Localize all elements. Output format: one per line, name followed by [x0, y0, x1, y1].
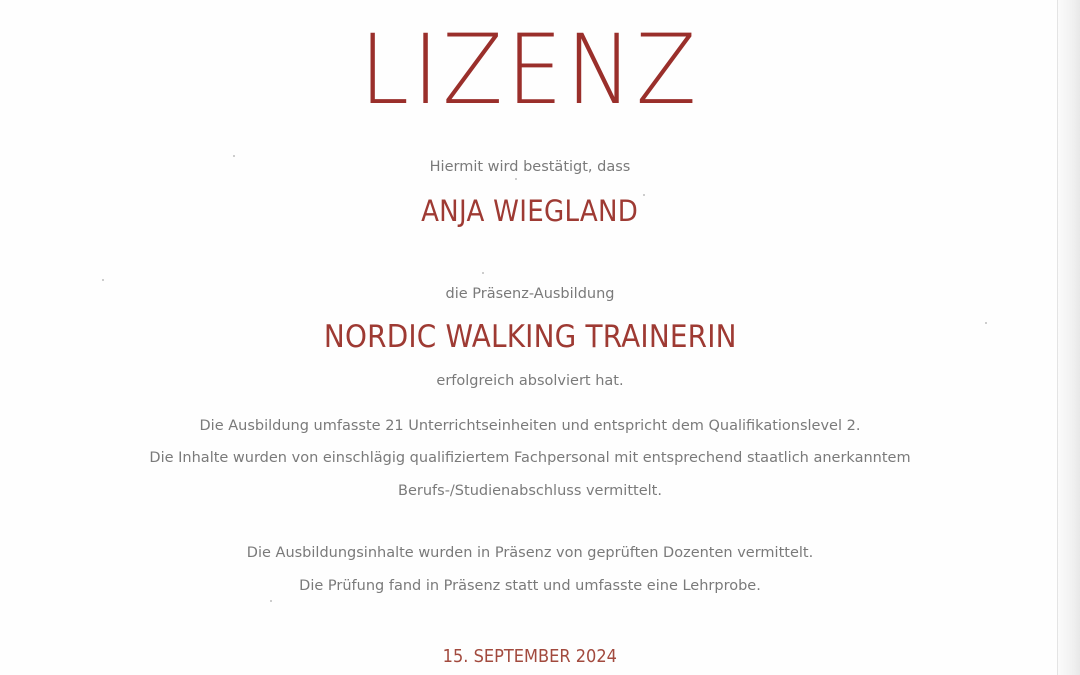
scan-speck [270, 600, 272, 602]
course-title [0, 317, 1060, 357]
detail-line-1: Die Ausbildung umfasste 21 Unterrichtseinheiten und entspricht dem Qualifikationslevel 2. [199, 418, 861, 434]
training-intro: die Präsenz-Ausbildung [445, 286, 615, 302]
recipient-name-text: ANJA WIEGLAND [421, 194, 639, 228]
certificate-date-text: 15. SEPTEMBER 2024 [442, 646, 618, 667]
recipient-name [0, 192, 1060, 230]
scan-speck [102, 279, 104, 281]
scan-speck [233, 155, 235, 157]
completion-text: erfolgreich absolviert hat. [436, 373, 624, 389]
course-title-text: NORDIC WALKING TRAINERIN [323, 319, 737, 355]
scan-speck [985, 322, 987, 324]
detail-line-3: Berufs-/Studienabschluss vermittelt. [398, 483, 662, 499]
exam-line-1: Die Ausbildungsinhalte wurden in Präsenz von geprüften Dozenten vermittelt. [246, 545, 814, 561]
certificate-date [0, 645, 1060, 669]
scan-edge [1058, 0, 1080, 675]
exam-line-2: Die Prüfung fand in Präsenz statt und umfasste eine Lehrprobe. [299, 578, 761, 594]
detail-line-2: Die Inhalte wurden von einschlägig qualifiziertem Fachpersonal mit entsprechend staatlich anerkanntem [149, 450, 911, 466]
scan-speck [482, 272, 484, 274]
scan-speck [515, 178, 517, 180]
certificate-title-text: LIZENZ [359, 14, 701, 126]
confirmation-text: Hiermit wird bestätigt, dass [429, 159, 631, 175]
certificate-title [0, 14, 1060, 126]
scan-speck [643, 194, 645, 196]
